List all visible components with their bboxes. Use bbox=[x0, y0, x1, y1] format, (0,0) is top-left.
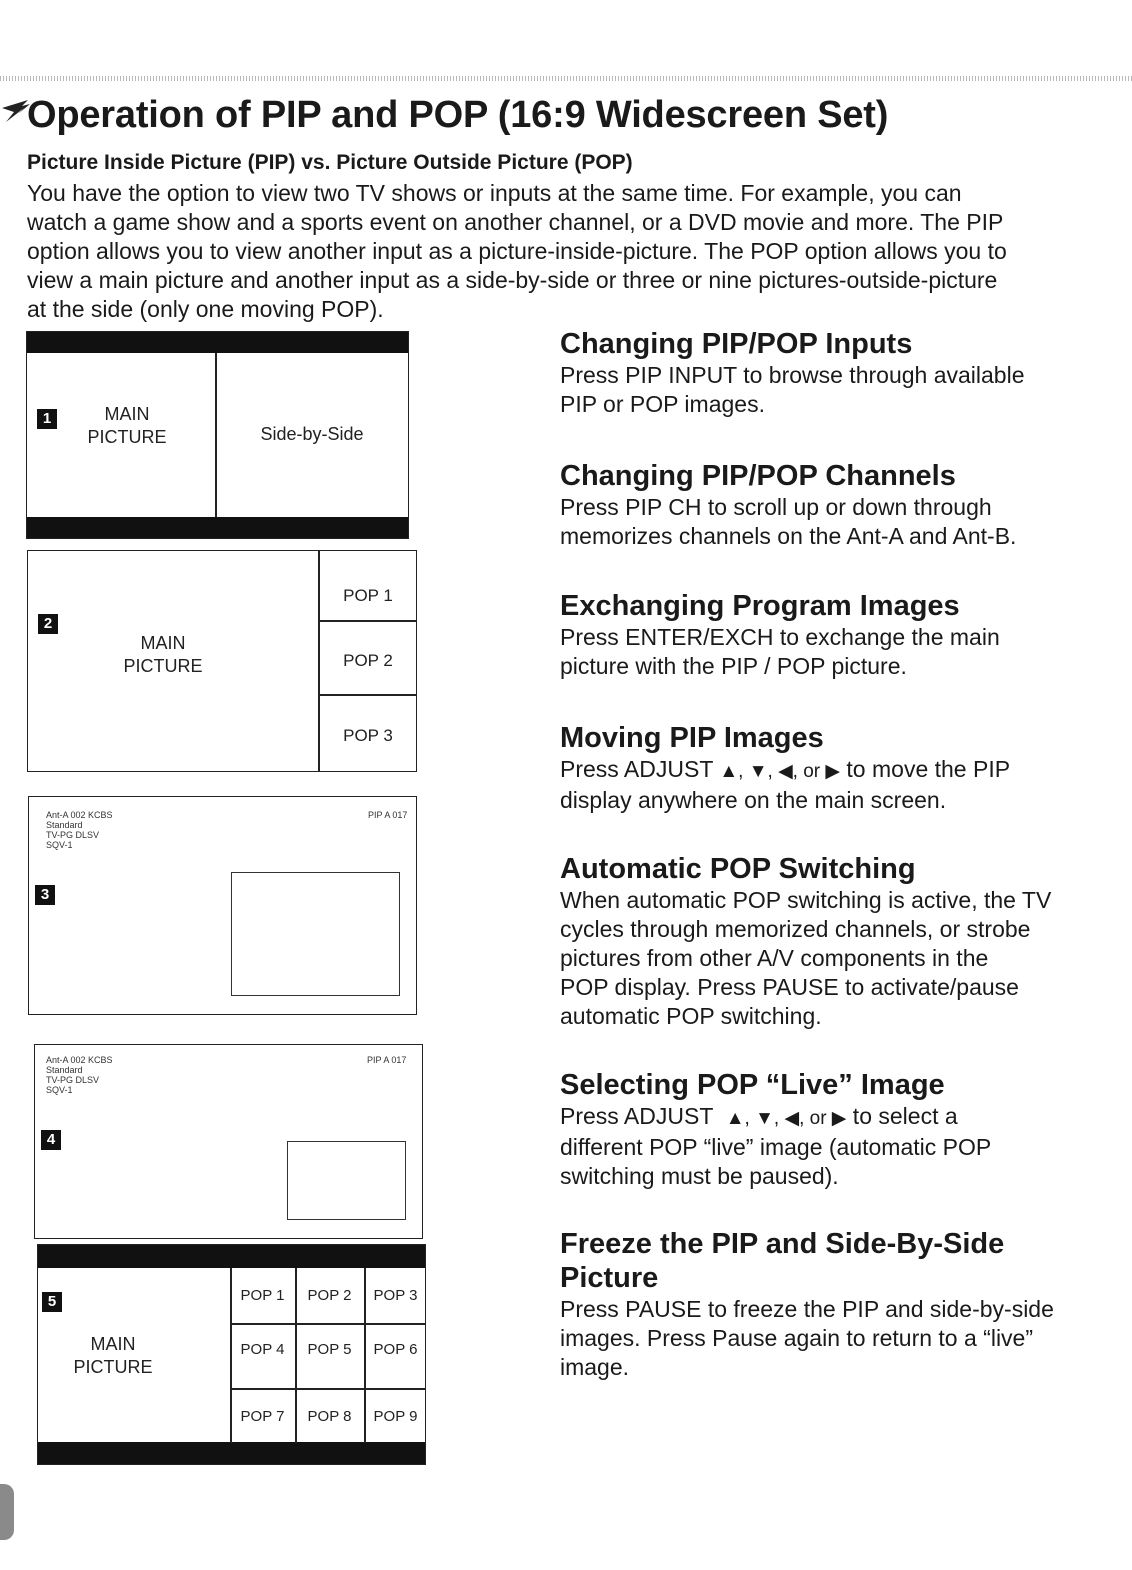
intro-line: at the side (only one moving POP). bbox=[27, 296, 384, 322]
section-line: Press PIP CH to scroll up or down through bbox=[560, 494, 992, 520]
pip-window bbox=[231, 872, 400, 996]
pip-channel-label: PIP A 017 bbox=[368, 810, 408, 820]
main-label-line: MAIN bbox=[140, 633, 186, 653]
page-subtitle: Picture Inside Picture (PIP) vs. Picture Outside Picture (POP) bbox=[27, 151, 633, 174]
section-changing-inputs bbox=[560, 327, 1100, 419]
diagram-pip bbox=[28, 796, 417, 1015]
section-line bbox=[560, 1102, 1100, 1133]
diagram-badge: 5 bbox=[42, 1292, 62, 1312]
title-swoosh-icon bbox=[0, 96, 30, 126]
diagram-badge: 4 bbox=[41, 1130, 61, 1150]
pop-label: POP 2 bbox=[343, 651, 393, 670]
section-body bbox=[560, 1102, 1100, 1191]
osd-line: TV-PG DLSV bbox=[46, 830, 100, 840]
line-text: to select a bbox=[846, 1103, 958, 1129]
main-picture-label bbox=[108, 632, 218, 678]
section-line: image. bbox=[560, 1354, 630, 1380]
section-line: switching must be paused). bbox=[560, 1163, 839, 1189]
pop-label: POP 8 bbox=[307, 1408, 352, 1425]
section-line: When automatic POP switching is active, the TV bbox=[560, 887, 1052, 913]
section-automatic-pop bbox=[560, 852, 1100, 1031]
pip-channel-label: PIP A 017 bbox=[367, 1055, 407, 1065]
pop-label: POP 7 bbox=[240, 1408, 285, 1425]
intro-line: option allows you to view another input as a picture-inside-picture. The POP option allows you to bbox=[27, 238, 1007, 264]
diagram-badge: 1 bbox=[37, 409, 57, 429]
letterbox-bar-top bbox=[38, 1245, 425, 1268]
section-line: different POP “live” image (automatic POP bbox=[560, 1134, 992, 1160]
side-by-side-label: Side-by-Side bbox=[260, 424, 364, 444]
diagram-badge: 2 bbox=[38, 614, 58, 634]
section-body bbox=[560, 886, 1100, 1031]
section-body bbox=[560, 493, 1100, 551]
section-changing-channels bbox=[560, 459, 1100, 551]
osd-line: TV-PG DLSV bbox=[46, 1075, 100, 1085]
heading-line: Picture bbox=[560, 1262, 659, 1294]
section-line: Press PAUSE to freeze the PIP and side-by-side bbox=[560, 1296, 1054, 1322]
section-heading bbox=[560, 1227, 1100, 1295]
section-line: cycles through memorized channels, or strobe bbox=[560, 916, 1031, 942]
pop-label: POP 6 bbox=[373, 1341, 418, 1358]
pop-label: POP 4 bbox=[240, 1341, 285, 1358]
line-text: Press ADJUST bbox=[560, 756, 720, 782]
main-picture-label bbox=[67, 403, 187, 449]
pop-label: POP 2 bbox=[307, 1287, 352, 1304]
section-freeze bbox=[560, 1227, 1100, 1382]
header-dotted-rule bbox=[0, 76, 1132, 81]
pop-grid-divider bbox=[230, 1323, 425, 1325]
section-line: automatic POP switching. bbox=[560, 1003, 822, 1029]
letterbox-bar-bottom bbox=[38, 1442, 425, 1464]
section-line bbox=[560, 755, 1100, 786]
main-label-line: PICTURE bbox=[123, 656, 203, 676]
intro-line: You have the option to view two TV shows or inputs at the same time. For example, you can bbox=[27, 180, 962, 206]
pip-window bbox=[287, 1141, 406, 1220]
osd-line: SQV-1 bbox=[46, 1085, 73, 1095]
pop-grid-divider bbox=[230, 1388, 425, 1390]
arrow-keys-icon: ▲, ▼, ◀, or ▶ bbox=[725, 1108, 847, 1129]
section-line: memorizes channels on the Ant-A and Ant-B. bbox=[560, 523, 1017, 549]
osd-line: Ant-A 002 KCBS bbox=[46, 810, 113, 820]
letterbox-bar-top bbox=[27, 332, 408, 353]
line-text: to move the PIP bbox=[840, 756, 1011, 782]
section-heading: Exchanging Program Images bbox=[560, 590, 960, 622]
section-heading: Changing PIP/POP Inputs bbox=[560, 328, 913, 360]
osd-line: SQV-1 bbox=[46, 840, 73, 850]
section-heading: Changing PIP/POP Channels bbox=[560, 460, 956, 492]
pop-label: POP 5 bbox=[307, 1341, 352, 1358]
main-label-line: MAIN bbox=[104, 404, 150, 424]
letterbox-bar-bottom bbox=[27, 517, 408, 538]
intro-paragraph bbox=[27, 179, 1107, 324]
diagram-side-by-side bbox=[26, 331, 409, 539]
section-line: pictures from other A/V components in the bbox=[560, 945, 989, 971]
section-body bbox=[560, 1295, 1100, 1382]
main-label-line: PICTURE bbox=[73, 1357, 153, 1377]
section-line: Press ENTER/EXCH to exchange the main bbox=[560, 624, 1000, 650]
osd-line: Ant-A 002 KCBS bbox=[46, 1055, 113, 1065]
section-heading: Selecting POP “Live” Image bbox=[560, 1069, 945, 1101]
page-title: Operation of PIP and POP (16:9 Widescreen Set) bbox=[27, 94, 889, 136]
section-moving-pip bbox=[560, 721, 1100, 815]
pop-label: POP 1 bbox=[240, 1287, 285, 1304]
section-body bbox=[560, 623, 1100, 681]
osd-info bbox=[46, 1055, 113, 1095]
pop-row-divider bbox=[318, 620, 416, 622]
section-line: POP display. Press PAUSE to activate/pause bbox=[560, 974, 1019, 1000]
diagram-badge: 3 bbox=[35, 885, 55, 905]
line-text: Press ADJUST bbox=[560, 1103, 726, 1129]
intro-line: watch a game show and a sports event on another channel, or a DVD movie and more. The PIP bbox=[27, 209, 1004, 235]
section-line: picture with the PIP / POP picture. bbox=[560, 653, 907, 679]
pop-label: POP 3 bbox=[343, 726, 393, 745]
osd-line: Standard bbox=[46, 820, 83, 830]
main-label-line: MAIN bbox=[90, 1334, 136, 1354]
section-line: Press PIP INPUT to browse through available bbox=[560, 362, 1025, 388]
osd-line: Standard bbox=[46, 1065, 83, 1075]
heading-line: Freeze the PIP and Side-By-Side bbox=[560, 1228, 1005, 1260]
section-body bbox=[560, 361, 1100, 419]
pop-label: POP 3 bbox=[373, 1287, 418, 1304]
section-body bbox=[560, 755, 1100, 815]
pop-row-divider bbox=[318, 694, 416, 696]
section-line: images. Press Pause again to return to a “live” bbox=[560, 1325, 1034, 1351]
page-edge-tab bbox=[0, 1484, 14, 1540]
section-line: display anywhere on the main screen. bbox=[560, 787, 947, 813]
arrow-keys-icon: ▲, ▼, ◀, or ▶ bbox=[719, 761, 841, 782]
osd-info bbox=[46, 810, 113, 850]
main-picture-label bbox=[58, 1333, 168, 1379]
section-exchanging-images bbox=[560, 589, 1100, 681]
diagram-three-pop bbox=[27, 550, 417, 772]
section-heading: Automatic POP Switching bbox=[560, 853, 916, 885]
diagram-pip-moved bbox=[34, 1044, 423, 1239]
section-line: PIP or POP images. bbox=[560, 391, 765, 417]
diagram-nine-pop bbox=[37, 1244, 426, 1465]
pop-label: POP 9 bbox=[373, 1408, 418, 1425]
intro-line: view a main picture and another input as a side-by-side or three or nine pictures-outside-picture bbox=[27, 267, 998, 293]
section-heading: Moving PIP Images bbox=[560, 722, 824, 754]
pop-label: POP 1 bbox=[343, 586, 393, 605]
section-selecting-live bbox=[560, 1068, 1100, 1191]
main-label-line: PICTURE bbox=[87, 427, 167, 447]
